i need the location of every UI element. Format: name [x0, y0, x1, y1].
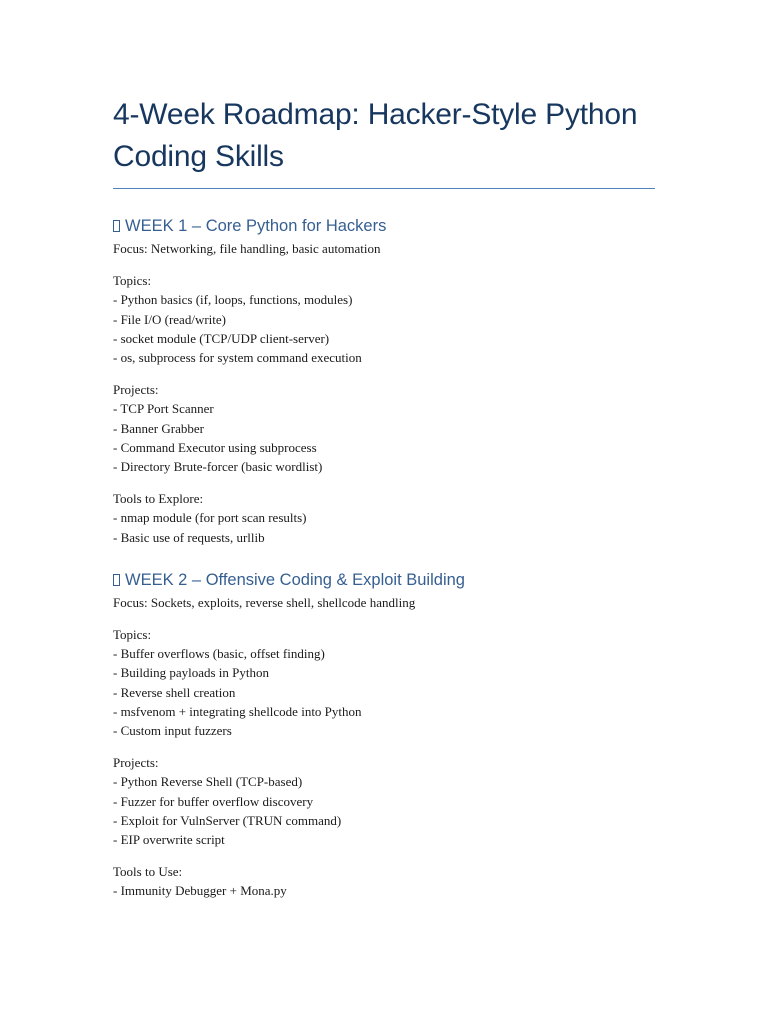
- list-item: - Immunity Debugger + Mona.py: [113, 883, 287, 899]
- list-item: - Command Executor using subprocess: [113, 439, 317, 455]
- tools-list: [113, 508, 658, 546]
- list-item: - Reverse shell creation: [113, 684, 236, 700]
- list-item: - Python basics (if, loops, functions, modules): [113, 292, 353, 308]
- block-label: Tools to Explore:: [113, 491, 204, 507]
- missing-glyph-box-icon: [113, 220, 120, 232]
- list-item: - Custom input fuzzers: [113, 723, 232, 739]
- list-item: - EIP overwrite script: [113, 832, 225, 848]
- tools-list: [113, 881, 658, 900]
- block-projects: [113, 753, 658, 849]
- section-heading-text: WEEK 1 – Core Python for Hackers: [125, 217, 387, 235]
- list-item: - File I/O (read/write): [113, 311, 226, 327]
- block-label: Tools to Use:: [113, 864, 183, 880]
- section-week-2: [113, 569, 658, 901]
- block-topics: [113, 625, 658, 740]
- document-title: 4-Week Roadmap: Hacker-Style Python Coding Skills: [113, 98, 638, 173]
- block-tools: [113, 489, 658, 547]
- missing-glyph-box-icon: [113, 574, 120, 586]
- topics-list: [113, 290, 658, 367]
- list-item: - Directory Brute-forcer (basic wordlist): [113, 459, 323, 475]
- section-heading-week-1: [113, 215, 658, 237]
- list-item: - Python Reverse Shell (TCP-based): [113, 774, 303, 790]
- section-heading-text: WEEK 2 – Offensive Coding & Exploit Building: [125, 570, 465, 589]
- list-item: - os, subprocess for system command execution: [113, 350, 362, 366]
- list-item: - Exploit for VulnServer (TRUN command): [113, 812, 342, 828]
- list-item: - nmap module (for port scan results): [113, 510, 307, 526]
- projects-list: [113, 399, 658, 476]
- list-item: - socket module (TCP/UDP client-server): [113, 330, 330, 346]
- list-item: - Banner Grabber: [113, 420, 204, 436]
- list-item: - Buffer overflows (basic, offset finding): [113, 646, 325, 662]
- list-item: - Basic use of requests, urllib: [113, 529, 265, 545]
- topics-list: [113, 644, 658, 740]
- block-label: Topics:: [113, 273, 152, 289]
- document-body: [113, 94, 658, 923]
- block-label: Projects:: [113, 382, 159, 398]
- list-item: - msfvenom + integrating shellcode into Python: [113, 703, 362, 719]
- projects-list: [113, 772, 658, 849]
- block-tools: [113, 862, 658, 900]
- block-topics: [113, 271, 658, 367]
- section-week-1: [113, 215, 658, 547]
- list-item: - Fuzzer for buffer overflow discovery: [113, 793, 314, 809]
- section-heading-week-2: [113, 569, 658, 591]
- title-underline-divider: [113, 188, 655, 189]
- block-label: Projects:: [113, 755, 159, 771]
- section-focus: Focus: Sockets, exploits, reverse shell, shellcode handling: [113, 594, 416, 610]
- block-projects: [113, 380, 658, 476]
- list-item: - TCP Port Scanner: [113, 401, 214, 417]
- block-label: Topics:: [113, 627, 152, 643]
- section-focus: Focus: Networking, file handling, basic automation: [113, 241, 381, 256]
- list-item: - Building payloads in Python: [113, 665, 269, 681]
